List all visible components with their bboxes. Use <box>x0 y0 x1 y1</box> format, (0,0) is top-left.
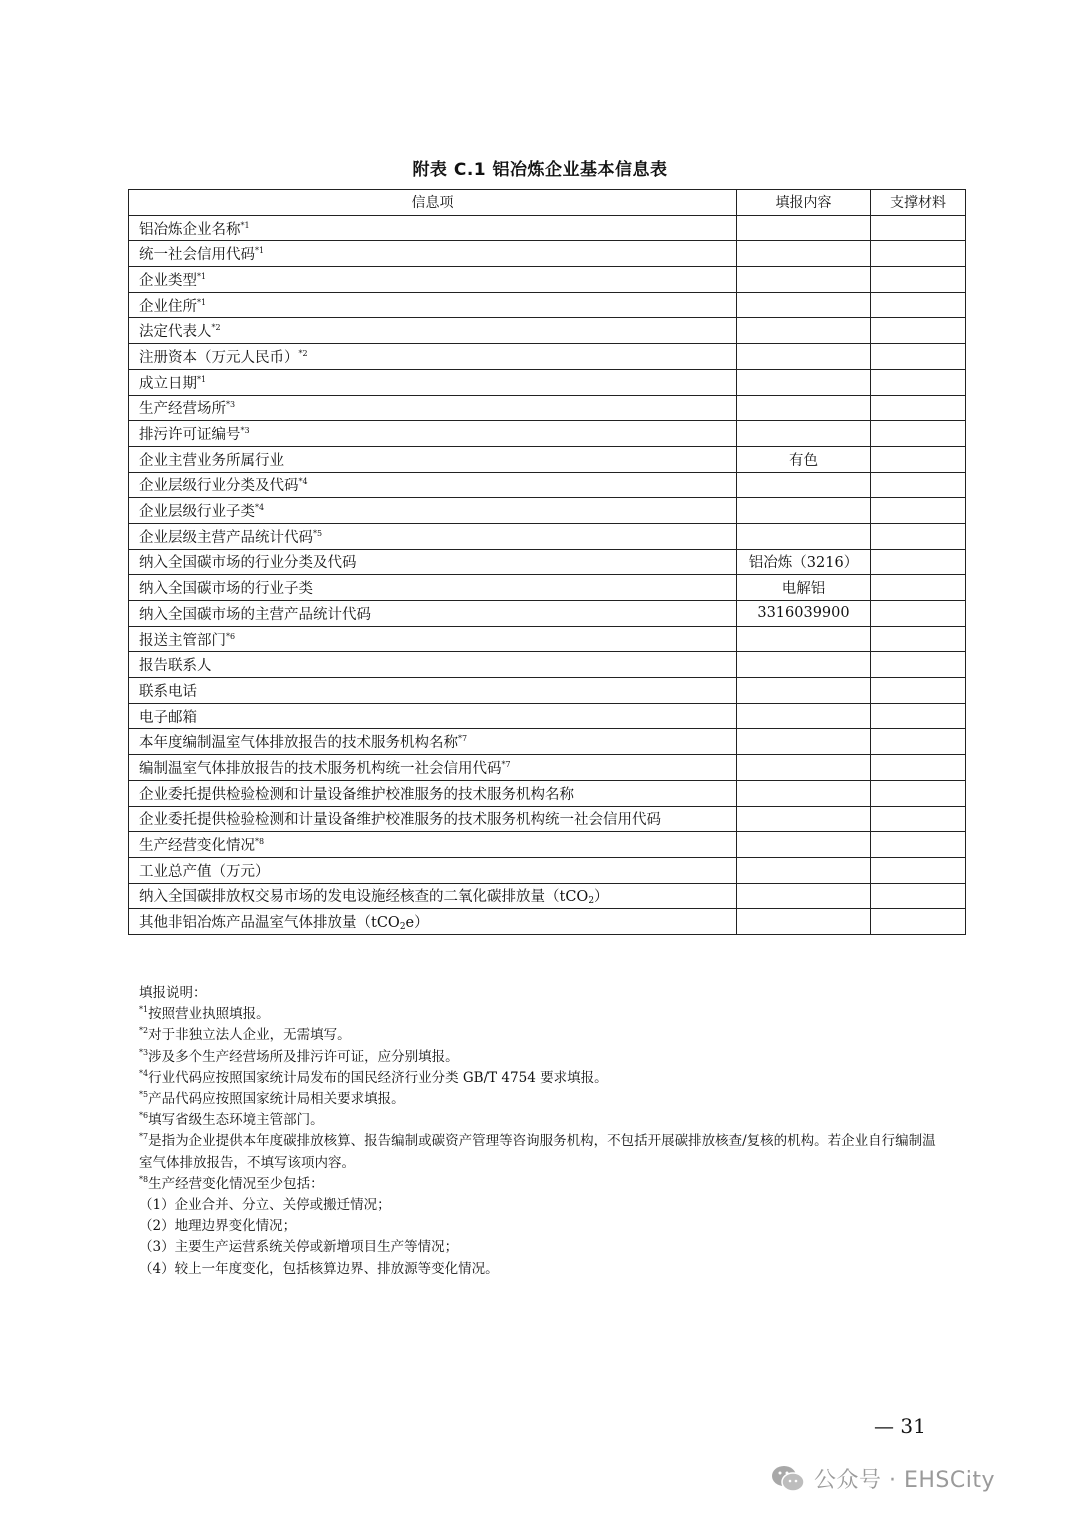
supporting-material-cell[interactable] <box>871 857 966 883</box>
table-row <box>129 806 966 832</box>
watermark <box>770 1463 995 1494</box>
note-item: $^{*2}$对于非独立法人企业，无需填写。 <box>139 1026 351 1044</box>
table-row <box>129 267 966 293</box>
row-label: 报送主管部门$^{*6}$ <box>129 626 737 652</box>
note-item: $^{*3}$涉及多个生产经营场所及排污许可证，应分别填报。 <box>139 1047 459 1065</box>
supporting-material-cell[interactable] <box>871 780 966 806</box>
row-label: 纳入全国碳市场的主营产品统计代码 <box>129 601 737 627</box>
fill-content-cell[interactable] <box>737 421 871 447</box>
fill-content-cell[interactable] <box>737 857 871 883</box>
fill-content-cell[interactable] <box>737 729 871 755</box>
supporting-material-cell[interactable] <box>871 755 966 781</box>
note-item: $^{*8}$生产经营变化情况至少包括： <box>139 1174 324 1192</box>
fill-content-cell[interactable] <box>737 703 871 729</box>
supporting-material-cell[interactable] <box>871 292 966 318</box>
row-label: 电子邮箱 <box>129 703 737 729</box>
row-label: 企业委托提供检验检测和计量设备维护校准服务的技术服务机构统一社会信用代码 <box>129 806 737 832</box>
page-title: 附表 C.1 铝冶炼企业基本信息表 <box>412 160 668 180</box>
row-label: 统一社会信用代码$^{*1}$ <box>129 241 737 267</box>
table-row <box>129 446 966 472</box>
supporting-material-cell[interactable] <box>871 549 966 575</box>
table-row <box>129 883 966 909</box>
table-row <box>129 703 966 729</box>
fill-content-cell[interactable] <box>737 652 871 678</box>
table-row <box>129 652 966 678</box>
row-label: 铝冶炼企业名称$^{*1}$ <box>129 215 737 241</box>
table-row <box>129 832 966 858</box>
supporting-material-cell[interactable] <box>871 498 966 524</box>
row-label: 其他非铝冶炼产品温室气体排放量（tCO$_2$e） <box>129 909 737 935</box>
supporting-material-cell[interactable] <box>871 421 966 447</box>
row-label: 企业层级行业子类$^{*4}$ <box>129 498 737 524</box>
table-row <box>129 780 966 806</box>
note-sub-item: （4）较上一年度变化，包括核算边界、排放源等变化情况。 <box>139 1260 499 1277</box>
table-row <box>129 292 966 318</box>
row-label: 生产经营场所$^{*3}$ <box>129 395 737 421</box>
row-label: 编制温室气体排放报告的技术服务机构统一社会信用代码$^{*7}$ <box>129 755 737 781</box>
supporting-material-cell[interactable] <box>871 652 966 678</box>
note-item: $^{*6}$填写省级生态环境主管部门。 <box>139 1111 324 1129</box>
supporting-material-cell[interactable] <box>871 395 966 421</box>
note-item: $^{*7}$是指为企业提供本年度碳排放核算、报告编制或碳资产管理等咨询服务机构，不包括开展碳排放核查/复核的机构。若企业自行编制温室气体排放报告，不填写该项内容。 <box>139 1132 936 1171</box>
fill-content-cell[interactable] <box>737 883 871 909</box>
table-row <box>129 472 966 498</box>
row-label: 企业委托提供检验检测和计量设备维护校准服务的技术服务机构名称 <box>129 780 737 806</box>
row-label: 本年度编制温室气体排放报告的技术服务机构名称$^{*7}$ <box>129 729 737 755</box>
fill-content-cell[interactable] <box>737 318 871 344</box>
header-info-item: 信息项 <box>129 190 737 216</box>
fill-content-cell[interactable] <box>737 472 871 498</box>
note-item: $^{*5}$产品代码应按照国家统计局相关要求填报。 <box>139 1090 405 1108</box>
table-row <box>129 909 966 935</box>
row-label: 企业层级行业分类及代码$^{*4}$ <box>129 472 737 498</box>
table-row <box>129 575 966 601</box>
fill-content-cell[interactable] <box>737 626 871 652</box>
watermark-text: 公众号 · EHSCity <box>814 1468 996 1493</box>
row-label: 法定代表人$^{*2}$ <box>129 318 737 344</box>
supporting-material-cell[interactable] <box>871 267 966 293</box>
supporting-material-cell[interactable] <box>871 601 966 627</box>
info-table <box>128 189 966 935</box>
row-label: 纳入全国碳排放权交易市场的发电设施经核查的二氧化碳排放量（tCO$_2$） <box>129 883 737 909</box>
row-label: 企业住所$^{*1}$ <box>129 292 737 318</box>
fill-content-cell[interactable] <box>737 292 871 318</box>
table-row <box>129 215 966 241</box>
table-row <box>129 395 966 421</box>
table-row <box>129 755 966 781</box>
row-label: 纳入全国碳市场的行业子类 <box>129 575 737 601</box>
notes-heading: 填报说明： <box>139 985 207 1001</box>
fill-content-cell[interactable] <box>737 909 871 935</box>
table-row <box>129 344 966 370</box>
supporting-material-cell[interactable] <box>871 729 966 755</box>
table-row <box>129 523 966 549</box>
supporting-material-cell[interactable] <box>871 883 966 909</box>
row-label: 工业总产值（万元） <box>129 857 737 883</box>
table-row <box>129 241 966 267</box>
supporting-material-cell[interactable] <box>871 678 966 704</box>
table-header-row <box>129 190 966 216</box>
fill-content-cell[interactable] <box>737 369 871 395</box>
table-row <box>129 369 966 395</box>
fill-content-cell[interactable] <box>737 832 871 858</box>
header-supporting-material: 支撑材料 <box>871 190 966 216</box>
supporting-material-cell[interactable] <box>871 832 966 858</box>
fill-content-cell[interactable] <box>737 344 871 370</box>
row-label: 企业主营业务所属行业 <box>129 446 737 472</box>
row-label: 企业层级主营产品统计代码$^{*5}$ <box>129 523 737 549</box>
table-row <box>129 318 966 344</box>
table-row <box>129 421 966 447</box>
row-label: 排污许可证编号$^{*3}$ <box>129 421 737 447</box>
supporting-material-cell[interactable] <box>871 446 966 472</box>
fill-content-cell[interactable] <box>737 523 871 549</box>
fill-content-cell[interactable] <box>737 755 871 781</box>
fill-content-cell[interactable] <box>737 780 871 806</box>
supporting-material-cell[interactable] <box>871 703 966 729</box>
note-item: $^{*1}$按照营业执照填报。 <box>139 1005 270 1023</box>
row-label: 联系电话 <box>129 678 737 704</box>
notes-section <box>139 983 949 1280</box>
note-item: $^{*4}$行业代码应按照国家统计局发布的国民经济行业分类 GB/T 4754 要求填报。 <box>139 1068 608 1086</box>
supporting-material-cell[interactable] <box>871 215 966 241</box>
note-sub-item: （1）企业合并、分立、关停或搬迁情况； <box>139 1197 391 1214</box>
table-row <box>129 857 966 883</box>
supporting-material-cell[interactable] <box>871 626 966 652</box>
page-number: — 31 <box>874 1414 926 1438</box>
table-row <box>129 729 966 755</box>
supporting-material-cell[interactable] <box>871 575 966 601</box>
supporting-material-cell[interactable] <box>871 369 966 395</box>
table-row <box>129 498 966 524</box>
fill-content-cell[interactable] <box>737 678 871 704</box>
fill-content-cell[interactable] <box>737 806 871 832</box>
row-label: 报告联系人 <box>129 652 737 678</box>
supporting-material-cell[interactable] <box>871 241 966 267</box>
row-label: 纳入全国碳市场的行业分类及代码 <box>129 549 737 575</box>
fill-content-cell[interactable] <box>737 498 871 524</box>
fill-content-cell[interactable] <box>737 215 871 241</box>
row-label: 成立日期$^{*1}$ <box>129 369 737 395</box>
supporting-material-cell[interactable] <box>871 472 966 498</box>
supporting-material-cell[interactable] <box>871 909 966 935</box>
fill-content-cell[interactable] <box>737 395 871 421</box>
fill-content-cell[interactable] <box>737 241 871 267</box>
fill-content-cell[interactable]: 电解铝 <box>737 575 871 601</box>
table-row <box>129 626 966 652</box>
wechat-icon <box>770 1465 806 1493</box>
supporting-material-cell[interactable] <box>871 318 966 344</box>
supporting-material-cell[interactable] <box>871 806 966 832</box>
fill-content-cell[interactable] <box>737 267 871 293</box>
fill-content-cell[interactable]: 铝冶炼（3216） <box>737 549 871 575</box>
note-sub-item: （2）地理边界变化情况； <box>139 1218 297 1235</box>
table-row <box>129 678 966 704</box>
row-label: 企业类型$^{*1}$ <box>129 267 737 293</box>
row-label: 生产经营变化情况$^{*8}$ <box>129 832 737 858</box>
supporting-material-cell[interactable] <box>871 523 966 549</box>
fill-content-cell[interactable]: 3316039900 <box>737 601 871 627</box>
table-row <box>129 549 966 575</box>
fill-content-cell[interactable]: 有色 <box>737 446 871 472</box>
note-sub-item: （3）主要生产运营系统关停或新增项目生产等情况； <box>139 1239 459 1256</box>
row-label: 注册资本（万元人民币）$^{*2}$ <box>129 344 737 370</box>
supporting-material-cell[interactable] <box>871 344 966 370</box>
table-row <box>129 601 966 627</box>
header-fill-content: 填报内容 <box>737 190 871 216</box>
